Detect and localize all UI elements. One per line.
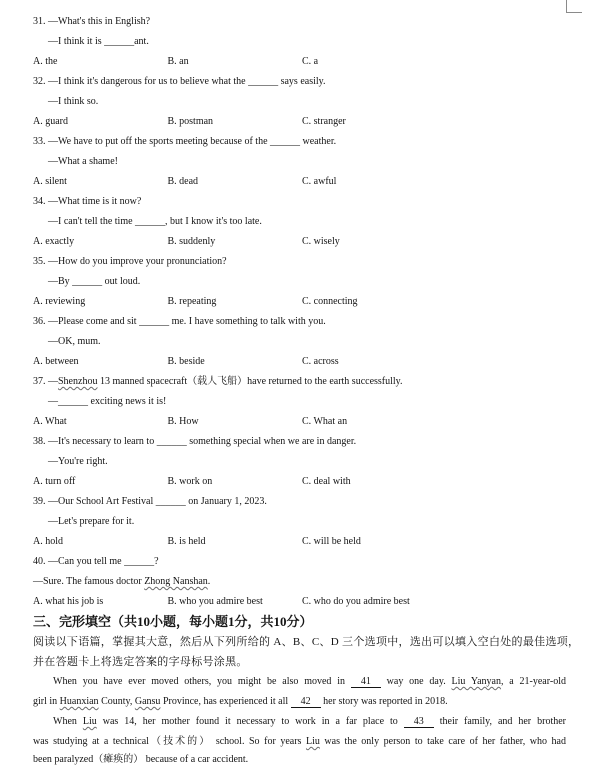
option-b: B. dead	[167, 176, 199, 187]
question-options	[33, 112, 566, 132]
option-a: A. the	[33, 56, 58, 67]
option-a: A. reviewing	[33, 296, 86, 307]
option-c: C. across	[302, 356, 339, 367]
question-options	[33, 52, 566, 72]
option-b: B. suddenly	[167, 236, 216, 247]
option-b: B. beside	[167, 356, 205, 367]
passage-line	[33, 692, 566, 712]
option-a: A. turn off	[33, 476, 76, 487]
option-c: C. will be held	[302, 536, 361, 547]
passage-line	[33, 712, 566, 732]
passage-text: was studying at a technical（技术的） school. So for years	[33, 736, 306, 747]
spellcheck-marked-word: Gansu	[134, 696, 161, 707]
option-c: C. a	[302, 56, 319, 67]
option-a: A. hold	[33, 536, 63, 547]
exam-page	[33, 12, 580, 768]
spellcheck-marked-word: Liu	[305, 736, 320, 747]
passage-line	[33, 732, 566, 752]
question-39	[33, 492, 566, 552]
passage-line: been paralyzed（瘫痪的） because of a car accident.	[33, 754, 249, 765]
option-a: A. what his job is	[33, 596, 104, 607]
question-stem: 33. —We have to put off the sports meeting because of the ______ weather.	[33, 136, 337, 147]
crop-mark-vertical	[566, 0, 567, 12]
question-options	[33, 472, 566, 492]
stem-text: 13 manned spacecraft（载人飞船）have returned to the earth successfully.	[97, 376, 403, 387]
question-31	[33, 12, 566, 72]
spellcheck-marked-word: Liu Yanyan	[451, 676, 501, 687]
passage-text: , a 21-year-old	[500, 676, 566, 687]
question-37	[33, 372, 566, 432]
question-stem: 34. —What time is it now?	[33, 196, 142, 207]
question-stem: 38. —It's necessary to learn to ______ something special when we are in danger.	[33, 436, 357, 447]
question-36	[33, 312, 566, 372]
passage-line	[33, 672, 566, 692]
passage-text: way one day.	[380, 676, 452, 687]
passage-text: Province, has experienced it all	[160, 696, 291, 707]
question-reply: —What a shame!	[48, 156, 118, 167]
question-reply: —I think so.	[48, 96, 99, 107]
question-32	[33, 72, 566, 132]
option-b: B. How	[167, 416, 199, 427]
option-a: A. guard	[33, 116, 68, 127]
option-b: B. postman	[167, 116, 214, 127]
option-b: B. is held	[167, 536, 206, 547]
crop-mark-horizontal	[566, 12, 582, 13]
option-a: A. What	[33, 416, 67, 427]
question-reply: —I think it is ______ant.	[48, 36, 149, 47]
option-b: B. an	[167, 56, 189, 67]
option-c: C. stranger	[302, 116, 346, 127]
option-c: C. deal with	[302, 476, 351, 487]
option-c: C. What an	[302, 416, 348, 427]
question-options	[33, 232, 566, 252]
cloze-passage	[33, 672, 566, 768]
passage-text: their family, and her brother	[433, 716, 566, 727]
option-c: C. who do you admire best	[302, 596, 410, 607]
passage-text: girl in	[33, 696, 60, 707]
question-reply	[33, 572, 566, 592]
blank-41: 41	[351, 676, 381, 688]
question-options	[33, 592, 566, 612]
question-reply: —Let's prepare for it.	[48, 516, 135, 527]
option-b: B. repeating	[167, 296, 217, 307]
question-reply: —By ______ out loud.	[48, 276, 141, 287]
section-heading: 三、完形填空（共10小题，每小题1分，共10分）	[33, 614, 313, 629]
question-options	[33, 352, 566, 372]
question-reply: —______ exciting news it is!	[48, 396, 167, 407]
question-34	[33, 192, 566, 252]
reply-text: —Sure. The famous doctor	[33, 576, 145, 587]
question-stem: 36. —Please come and sit ______ me. I have something to talk with you.	[33, 316, 326, 327]
option-c: C. connecting	[302, 296, 358, 307]
blank-42: 42	[291, 696, 321, 708]
spellcheck-marked-word: Huanxian	[59, 696, 99, 707]
option-c: C. wisely	[302, 236, 340, 247]
question-40	[33, 552, 566, 612]
option-a: A. exactly	[33, 236, 75, 247]
reply-text: .	[207, 576, 211, 587]
instruction-line: 并在答题卡上将选定答案的字母标号涂黑。	[33, 656, 248, 668]
option-b: B. work on	[167, 476, 213, 487]
instruction-line: 阅读以下语篇，掌握其大意，然后从下列所给的 A、B、C、D 三个选项中，选出可以填入空白处的最佳选项，	[33, 636, 580, 648]
question-reply: —OK, mum.	[48, 336, 101, 347]
spellcheck-marked-word: Shenzhou	[58, 376, 98, 387]
spellcheck-marked-word: Liu	[82, 716, 97, 727]
question-reply: —I can't tell the time ______, but I know it's too late.	[48, 216, 262, 227]
option-b: B. who you admire best	[167, 596, 263, 607]
passage-text: When you have ever moved others, you might be also moved in	[53, 676, 351, 687]
spellcheck-marked-word: Zhong Nanshan	[144, 576, 208, 587]
question-options	[33, 172, 566, 192]
question-reply: —You're right.	[48, 456, 108, 467]
passage-text: her story was reported in 2018.	[320, 696, 448, 707]
passage-text: was 14, her mother found it necessary to work in a far place to	[96, 716, 404, 727]
question-stem: 35. —How do you improve your pronunciation?	[33, 256, 227, 267]
question-35	[33, 252, 566, 312]
question-stem: 31. —What's this in English?	[33, 16, 151, 27]
question-stem: 39. —Our School Art Festival ______ on January 1, 2023.	[33, 496, 267, 507]
question-options	[33, 532, 566, 552]
question-stem	[33, 372, 566, 392]
question-stem: 32. —I think it's dangerous for us to believe what the ______ says easily.	[33, 76, 326, 87]
question-33	[33, 132, 566, 192]
question-38	[33, 432, 566, 492]
stem-text: 37. —	[33, 376, 58, 387]
passage-text: When	[53, 716, 83, 727]
blank-43: 43	[404, 716, 434, 728]
passage-text: was the only person to take care of her father, who had	[319, 736, 566, 747]
section-cloze	[33, 612, 580, 768]
question-options	[33, 412, 566, 432]
option-c: C. awful	[302, 176, 337, 187]
option-a: A. silent	[33, 176, 67, 187]
passage-text: County,	[98, 696, 135, 707]
question-stem: 40. —Can you tell me ______?	[33, 556, 159, 567]
question-options	[33, 292, 566, 312]
option-a: A. between	[33, 356, 79, 367]
